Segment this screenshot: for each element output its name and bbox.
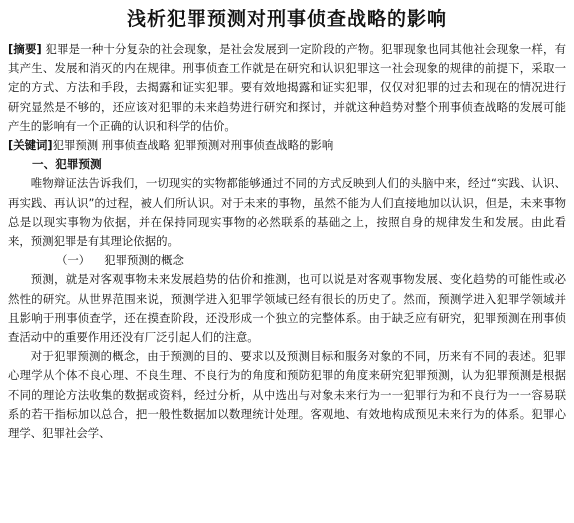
- subsection-title: 犯罪预测的概念: [104, 253, 184, 268]
- subsection-number: （一）: [56, 253, 91, 268]
- abstract-text: 犯罪是一种十分复杂的社会现象，是社会发展到一定阶段的产物。犯罪现象也同其他社会现象一样，有其产生、发展和消灭的内在规律。刑事侦查工作就是在研究和认识犯罪这一社会现象的规律的前提下，采取一定的方式、方法和手段，去揭露和证实犯罪。要有效地揭露和证实犯罪，仅仅对犯罪的过去和现在的情况进行研究显然是不够的，还应该对犯罪的未来趋势进行研究和探讨，并就这种趋势对整个刑事侦查战略的发展可能产生的影响有一个正确的认识和科学的估价。: [8, 42, 566, 133]
- subsection-heading: [8, 251, 566, 270]
- section-paragraph-2: 预测，就是对客观事物未来发展趋势的估价和推测，也可以说是对客观事物发展、变化趋势的可能性或必然性的研究。从世界范围来说，预测学进入犯罪学领域已经有很长的历史了。然而，预测学进入犯罪学领域并且影响于刑事侦查学，还在摸查阶段，还没形成一个独立的完整体系。由于缺乏应有研究，犯罪预测在刑事侦查活动中的重要作用还没有厂泛引起人们的注意。: [8, 272, 566, 345]
- section-heading: 一、犯罪预测: [32, 157, 102, 172]
- keywords-text: 犯罪预测 刑事侦查战略 犯罪预测对刑事侦查战略的影响: [52, 138, 334, 153]
- section-paragraph-1: 唯物辩证法告诉我们，一切现实的实物都能够通过不同的方式反映到人们的头脑中来，经过“实践、认识、再实践、再认识”的过程，被人们所认识。对于未来的事物，虽然不能为人们直接地加以认识，但是，未来事物总是以现实事物为依据，并在保持同现实事物的必然联系的基础之上，按照自身的规律发生和发展。由此看来，预测犯罪是有其理论依据的。: [8, 176, 566, 249]
- section-paragraph-3: 对于犯罪预测的概念，由于预测的目的、要求以及预测目标和服务对象的不同，历来有不同的表述。犯罪心理学从个体不良心理、不良生理、不良行为的角度和预防犯罪的角度来研究犯罪预测，认为犯罪预测是根据不同的理论方法收集的数据或资料，经过分析，从中选出与对象未来行为一一犯罪行为和不良行为一一容易联系的若干指标加以总合，把一般性数据加以数理统计处理。客观地、有效地构成预见未来行为的体系。犯罪心理学、犯罪社会学、: [8, 349, 566, 441]
- abstract-tag: [摘要]: [8, 42, 42, 56]
- keywords-tag: [关键词]: [8, 138, 53, 153]
- paper-title: 浅析犯罪预测对刑事侦查战略的影响: [126, 8, 447, 30]
- keywords: [8, 136, 566, 155]
- abstract: [8, 40, 566, 136]
